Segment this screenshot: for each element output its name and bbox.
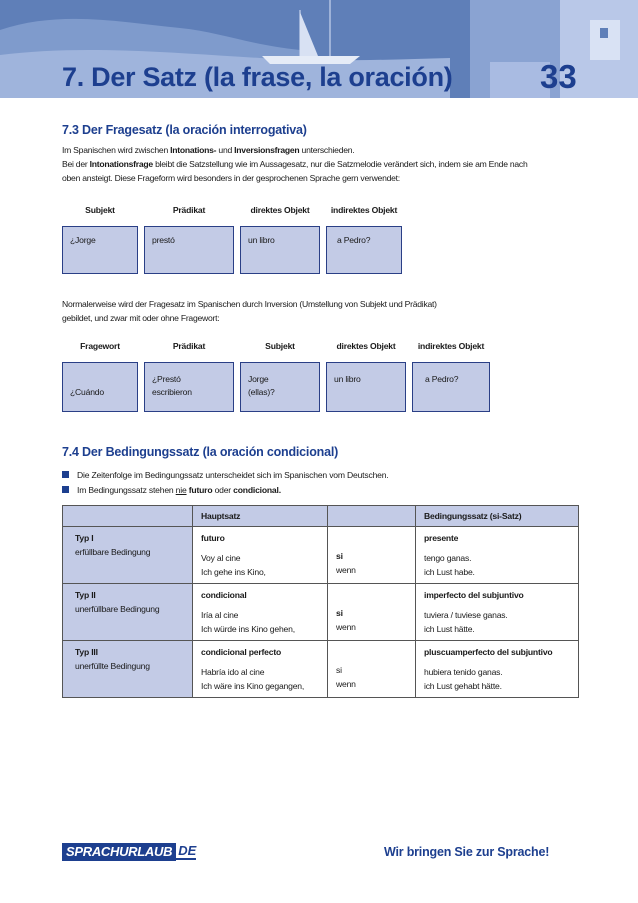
- si-cell: si wenn: [328, 584, 416, 641]
- logo-tld: DE: [178, 843, 197, 858]
- cell-praedikat-2: ¿Prestó escribieron: [144, 362, 234, 412]
- si-cell: si wenn: [328, 527, 416, 584]
- logo-brand: SPRACHURLAUB: [62, 843, 176, 861]
- intonation-question-table: [62, 199, 402, 274]
- table-row: [63, 641, 579, 698]
- inversion-line-2: gebildet, und zwar mit oder ohne Fragewort:: [62, 313, 220, 323]
- cell-direktes-objekt: un libro: [240, 226, 320, 274]
- table-header-row: [63, 506, 579, 527]
- type-cell: Typ III unerfüllte Bedingung: [63, 641, 193, 698]
- bullet-item-2: Im Bedingungssatz stehen nie futuro oder condicional.: [62, 485, 281, 495]
- cell-indirektes-objekt-2: a Pedro?: [412, 362, 490, 412]
- cond-clause-cell: pluscuamperfecto del subjuntivo hubiera tenido ganas. ich Lust gehabt hätte.: [416, 641, 579, 698]
- cell-direktes-objekt-2: un libro: [326, 362, 406, 412]
- header-bedingungssatz: Bedingungssatz (si-Satz): [416, 506, 579, 527]
- header-hauptsatz: Hauptsatz: [193, 506, 328, 527]
- col-header-indirektes-objekt-2: indirektes Objekt: [417, 341, 485, 351]
- cell-subjekt: ¿Jorge: [62, 226, 138, 274]
- intro-line-2: Bei der Intonationsfrage bleibt die Satzstellung wie im Aussagesatz, nur die Satzmelodie verändert sich, indem sie am Ende nach: [62, 159, 528, 169]
- conditional-table: [62, 505, 579, 698]
- square-bullet-icon: [62, 486, 69, 493]
- col-header-subjekt: Subjekt: [85, 205, 115, 215]
- col-header-direktes-objekt-2: direktes Objekt: [336, 341, 396, 351]
- chapter-title: 7. Der Satz (la frase, la oración): [62, 62, 453, 92]
- type-cell: Typ I erfüllbare Bedingung: [63, 527, 193, 584]
- footer-slogan: Wir bringen Sie zur Sprache!: [384, 845, 550, 859]
- col-header-indirektes-objekt: indirektes Objekt: [330, 205, 398, 215]
- table-row: [63, 527, 579, 584]
- inversion-paragraph: [62, 297, 582, 325]
- cond-clause-cell: imperfecto del subjuntivo tuviera / tuviese ganas. ich Lust hätte.: [416, 584, 579, 641]
- intro-paragraph: [62, 143, 582, 185]
- cell-praedikat: prestó: [144, 226, 234, 274]
- main-clause-cell: futuro Voy al cine Ich gehe ins Kino,: [193, 527, 328, 584]
- col-header-direktes-objekt: direktes Objekt: [250, 205, 310, 215]
- page-number: 33: [540, 58, 577, 95]
- section-heading-7-4: 7.4 Der Bedingungssatz (la oración condicional): [62, 445, 339, 459]
- inversion-line-1: Normalerweise wird der Fragesatz im Spanischen durch Inversion (Umstellung von Subjekt und Prädikat): [62, 299, 437, 309]
- cell-fragewort: ¿Cuándo: [62, 362, 138, 412]
- table-row: [63, 584, 579, 641]
- cell-subjekt-2: Jorge (ellas)?: [240, 362, 320, 412]
- cell-indirektes-objekt: a Pedro?: [326, 226, 402, 274]
- cond-clause-cell: presente tengo ganas. ich Lust habe.: [416, 527, 579, 584]
- intro-line-3: oben ansteigt. Diese Frageform wird besonders in der gesprochenen Sprache gern verwendet:: [62, 173, 400, 183]
- col-header-praedikat-2: Prädikat: [172, 341, 206, 351]
- inversion-question-table: [62, 335, 490, 412]
- si-cell: si wenn: [328, 641, 416, 698]
- intro-line-1: Im Spanischen wird zwischen Intonations- und Inversionsfragen unterschieden.: [62, 145, 355, 155]
- main-clause-cell: condicional perfecto Habría ido al cine Ich wäre ins Kino gegangen,: [193, 641, 328, 698]
- square-bullet-icon: [62, 471, 69, 478]
- col-header-praedikat: Prädikat: [172, 205, 206, 215]
- col-header-fragewort: Fragewort: [80, 341, 120, 351]
- col-header-subjekt-2: Subjekt: [265, 341, 295, 351]
- sprachurlaub-logo[interactable]: [62, 843, 196, 861]
- bullet-item-1: Die Zeitenfolge im Bedingungssatz unterscheidet sich im Spanischen vom Deutschen.: [62, 470, 389, 480]
- main-clause-cell: condicional Iría al cine Ich würde ins Kino gehen,: [193, 584, 328, 641]
- type-cell: Typ II unerfüllbare Bedingung: [63, 584, 193, 641]
- section-heading-7-3: 7.3 Der Fragesatz (la oración interrogativa): [62, 123, 307, 137]
